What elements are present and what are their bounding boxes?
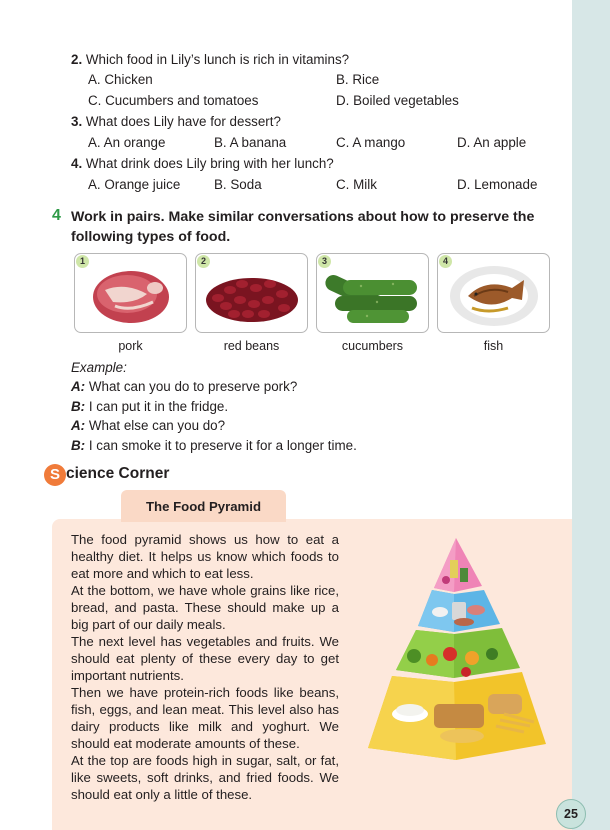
paragraph: At the bottom, we have whole grains like rice, bread, and pasta. These should make up a big part of our daily meals.: [71, 583, 339, 632]
option[interactable]: B. Rice: [336, 72, 380, 87]
food-card-cucumbers: [316, 253, 429, 333]
speaker-label: A:: [71, 418, 86, 433]
pork-image: [75, 254, 187, 333]
example-text: What else can you do?: [85, 418, 226, 433]
science-corner-initial: S: [44, 464, 66, 486]
option[interactable]: A. Chicken: [88, 72, 153, 87]
paragraph: The next level has vegetables and fruits. We should eat plenty of these every day to get important nutrients.: [71, 634, 339, 683]
speaker-label: B:: [71, 399, 86, 414]
red-beans-image: [196, 254, 308, 333]
paragraph: At the top are foods high in sugar, salt, or fat, like sweets, soft drinks, and fried foods. We should eat only a little of these.: [71, 753, 339, 802]
question-text: Which food in Lily’s lunch is rich in vitamins?: [85, 52, 350, 67]
fish-image: [438, 254, 550, 333]
question-text: What drink does Lily bring with her lunch?: [85, 156, 334, 171]
speaker-label: B:: [71, 438, 86, 453]
food-number-badge: 2: [197, 255, 210, 268]
option[interactable]: A. An orange: [88, 135, 166, 150]
food-card-pork: [74, 253, 187, 333]
option[interactable]: C. Cucumbers and tomatoes: [88, 93, 259, 108]
science-corner-title: cience Corner: [66, 465, 170, 482]
example-line: [71, 438, 357, 454]
task-instruction: Work in pairs. Make similar conversations about how to preserve the following types of food.: [71, 209, 535, 245]
example-heading: Example:: [71, 360, 127, 375]
food-card-red-beans: [195, 253, 308, 333]
example-text: I can smoke it to preserve it for a longer time.: [85, 438, 357, 453]
page-margin-band: [572, 0, 610, 830]
food-pyramid-illustration: [354, 538, 558, 764]
food-label: pork: [118, 339, 143, 353]
question-3: [71, 114, 281, 130]
option[interactable]: B. A banana: [214, 135, 287, 150]
option[interactable]: D. Boiled vegetables: [336, 93, 459, 108]
food-number-badge: 4: [439, 255, 452, 268]
question-4: [71, 156, 334, 172]
food-number-badge: 1: [76, 255, 89, 268]
option[interactable]: C. A mango: [336, 135, 406, 150]
task-number: 4: [52, 207, 61, 224]
question-number: 2.: [71, 52, 83, 67]
option[interactable]: D. An apple: [457, 135, 527, 150]
example-line: [71, 418, 225, 434]
page-number: 25: [556, 799, 586, 829]
option[interactable]: A. Orange juice: [88, 177, 181, 192]
food-label: red beans: [223, 339, 280, 353]
example-line: [71, 379, 297, 395]
paragraph: Then we have protein-rich foods like beans, fish, eggs, and lean meat. This level also has dairy products like milk and yoghurt. We should eat moderate amounts of these.: [71, 685, 339, 751]
option[interactable]: B. Soda: [214, 177, 262, 192]
box-title: The Food Pyramid: [145, 499, 262, 514]
question-number: 4.: [71, 156, 83, 171]
question-text: What does Lily have for dessert?: [85, 114, 281, 129]
question-number: 3.: [71, 114, 83, 129]
example-line: [71, 399, 228, 415]
example-text: I can put it in the fridge.: [85, 399, 229, 414]
food-label: cucumbers: [341, 339, 404, 353]
option[interactable]: C. Milk: [336, 177, 377, 192]
cucumbers-image: [317, 254, 429, 333]
example-text: What can you do to preserve pork?: [85, 379, 298, 394]
food-card-fish: [437, 253, 550, 333]
option[interactable]: D. Lemonade: [457, 177, 538, 192]
paragraph: The food pyramid shows us how to eat a healthy diet. It helps us know which foods to eat more and which to eat less.: [71, 532, 339, 581]
question-2: [71, 52, 349, 68]
food-label: fish: [483, 339, 504, 353]
speaker-label: A:: [71, 379, 86, 394]
food-number-badge: 3: [318, 255, 331, 268]
